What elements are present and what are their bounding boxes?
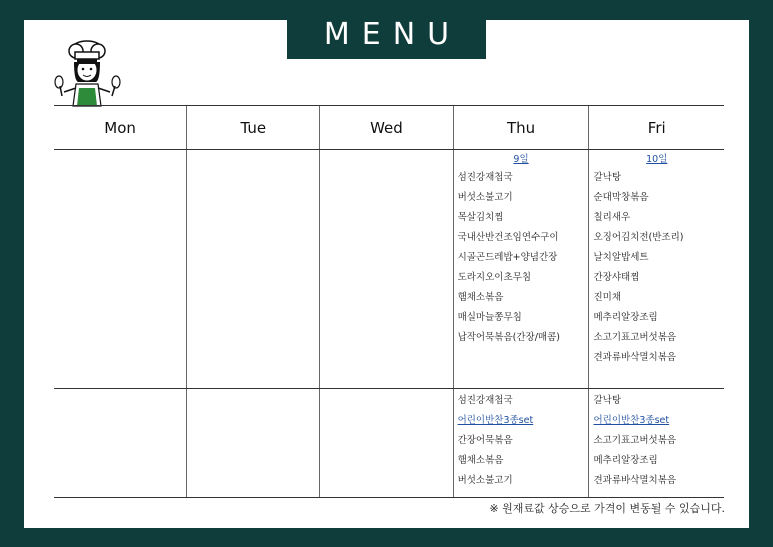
menu-item: 견과류바삭멸치볶음 [593,352,677,363]
menu-item: 햄채소볶음 [457,292,504,303]
kids-cell-fri [589,389,724,498]
kids-list-fri [589,389,724,491]
price-notice: ※ 원재료값 상승으로 가격이 변동될 수 있습니다. [489,502,725,515]
menu-item: 메추리알장조림 [593,312,658,323]
day-header-row [54,106,724,150]
menu-title: MENU [287,9,486,59]
kids-list-thu [454,389,589,491]
menu-item: 갈낙탕 [593,172,622,183]
menu-item: 매실마늘쫑무침 [457,312,522,323]
menu-item: 오징어김치전(반조리) [593,232,684,243]
menu-item: 순대막창볶음 [593,192,649,203]
date-label-thu[interactable]: 9일 [513,154,529,165]
date-label-fri[interactable]: 10일 [646,154,668,165]
kids-cell-wed [320,389,453,498]
menu-item: 메추리알장조림 [593,455,658,466]
lunch-cell-fri [589,150,724,389]
menu-item: 납작어묵볶음(간장/매콤) [457,332,560,343]
menu-list-fri [589,168,724,368]
lunch-cell-wed [320,150,453,389]
lunch-cell-tue [187,150,320,389]
kids-set-link[interactable]: 어린이반찬3종set [593,415,670,426]
menu-item: 갈낙탕 [593,395,622,406]
kids-cell-mon [54,389,187,498]
menu-item: 섬진강재첩국 [457,172,513,183]
menu-item: 목살김치찜 [457,212,504,223]
menu-item: 소고기표고버섯볶음 [593,332,677,343]
menu-item: 도라지오이초무침 [457,272,531,283]
lunch-cell-thu [453,150,589,389]
menu-item: 섬진강재첩국 [457,395,513,406]
menu-item: 간장어묵볶음 [457,435,513,446]
menu-item: 햄채소볶음 [457,455,504,466]
menu-item: 견과류바삭멸치볶음 [593,475,677,486]
menu-item: 칠리새우 [593,212,631,223]
chef-icon [52,38,122,108]
day-header-tue: Tue [187,106,320,150]
kids-set-link[interactable]: 어린이반찬3종set [457,415,534,426]
kids-row [54,389,724,498]
kids-cell-thu [453,389,589,498]
day-header-fri: Fri [589,106,724,150]
menu-item: 국내산반건조임연수구이 [457,232,559,243]
menu-item: 버섯소불고기 [457,192,513,203]
day-header-mon: Mon [54,106,187,150]
day-header-thu: Thu [453,106,589,150]
kids-cell-tue [187,389,320,498]
menu-item: 버섯소불고기 [457,475,513,486]
menu-item: 날치알밥세트 [593,252,649,263]
lunch-row [54,150,724,389]
lunch-cell-mon [54,150,187,389]
menu-item: 진미채 [593,292,622,303]
day-header-wed: Wed [320,106,453,150]
menu-item: 소고기표고버섯볶음 [593,435,677,446]
menu-item: 간장샤태찜 [593,272,640,283]
menu-list-thu [454,168,589,348]
weekly-menu-table [54,105,724,498]
menu-item: 시골곤드레밥+양념간장 [457,252,558,263]
